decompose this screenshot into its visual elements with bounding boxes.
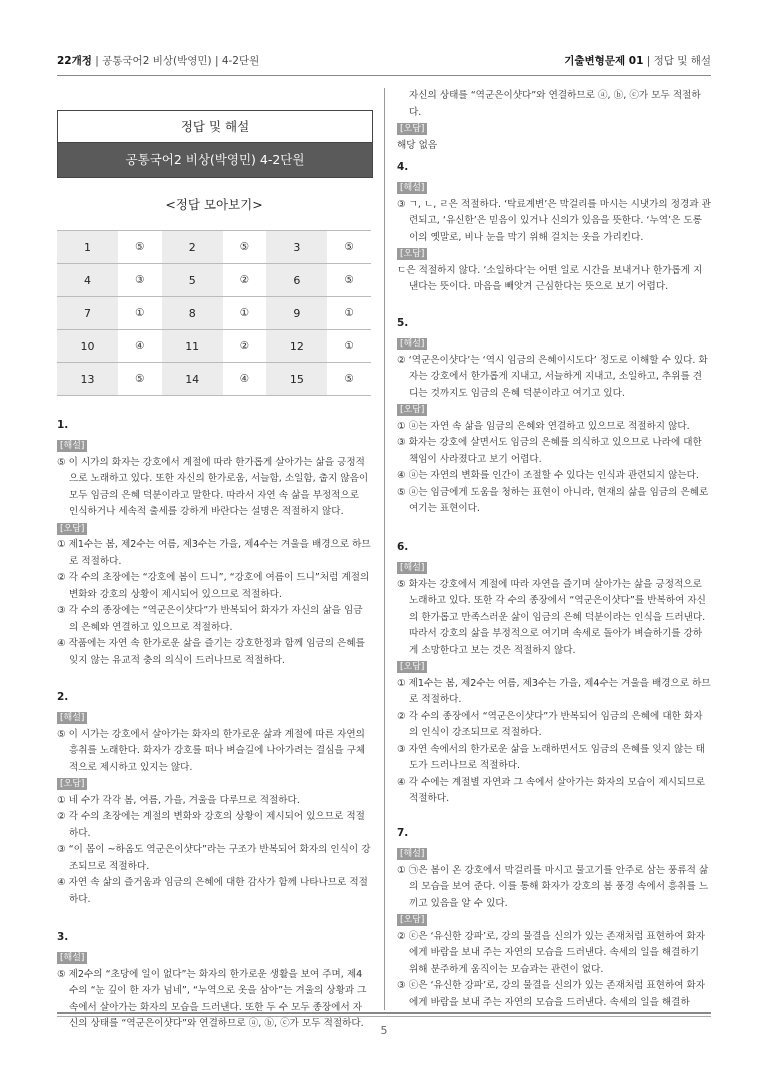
summary-title: <정답 모아보기> [165, 197, 263, 212]
question-3 [57, 930, 371, 1029]
answer-cell: ① [223, 297, 267, 330]
question-number-cell: 13 [57, 363, 118, 396]
answer-cell: ⑤ [118, 363, 162, 396]
question-number-cell: 11 [162, 330, 223, 363]
footer-divider [57, 1012, 711, 1014]
question-number-cell: 9 [266, 297, 327, 330]
header-course: | 공통국어2 비상(박영민) | 4-2단원 [91, 55, 260, 67]
explanation-tag: [해설] [57, 440, 87, 452]
wrong-answer-tag: [오답] [397, 248, 427, 260]
page-header [57, 50, 711, 70]
answer-cell: ① [327, 297, 371, 330]
explanation-tag: [해설] [397, 848, 427, 860]
explanation-text: ⑤ 화자는 강호에서 계절에 따라 자연을 즐기며 살아가는 삶을 긍정적으로 노래하고 있다. 또한 각 수의 종장에서 “역군은이샷다”를 반복하여 자신의 한가롭고 만족스러운 삶이 임금의 은혜 덕분이라는 인식을 드러낸다. 따라서 강호의 삶을 부정적으로 여기며 속세로 돌아가 벼슬하기를 강하게 소망한다고 보는 것은 적절하지 않다. [397, 578, 706, 656]
answer-cell: ① [327, 330, 371, 363]
explanation-tag: [해설] [397, 562, 427, 574]
question-number-cell: 15 [266, 363, 327, 396]
answer-table [57, 230, 371, 396]
wrong-answer-item: ⑤ ⓐ는 임금에게 도움을 청하는 표현이 아니라, 현재의 삶을 임금의 은혜로 여기는 표현이다. [397, 486, 709, 514]
header-set: 기출변형문제 01 [564, 55, 644, 67]
explanation-tag: [해설] [397, 182, 427, 194]
page-number: 5 [380, 1024, 388, 1037]
answer-row [57, 330, 371, 363]
column-divider [384, 88, 385, 1010]
explanation-text: ⑤ 제2수의 “초당에 일이 없다”는 화자의 한가로운 생활을 보여 주며, 제4수의 “눈 깊이 한 자가 넘네”, “누역으로 옷을 삼아”는 겨울의 상황과 그 속에서 살아가는 화자의 모습을 드러낸다. 또한 두 수 모두 종장에서 자신의 상태를 “역군은이샷다”와 연결하므로 ⓐ, ⓑ, ⓒ가 모두 적절하다. [57, 968, 367, 1029]
answer-row [57, 264, 371, 297]
explanation-continued-text: 자신의 상태를 “역군은이샷다”와 연결하므로 ⓐ, ⓑ, ⓒ가 모두 적절하다. [409, 90, 701, 118]
question-number: 5. [397, 317, 409, 329]
wrong-answer-item: ③ 화자는 강호에 살면서도 임금의 은혜를 의식하고 있으므로 나라에 대한 책임이 사라졌다고 보기 어렵다. [397, 437, 702, 465]
wrong-answer-tag: [오답] [57, 778, 87, 790]
wrong-answer-tag: [오답] [57, 523, 87, 535]
answer-cell: ⑤ [327, 231, 371, 264]
answer-cell: ⑤ [327, 363, 371, 396]
wrong-answer-tag: [오답] [397, 123, 427, 135]
answer-cell: ② [223, 264, 267, 297]
answer-cell: ① [118, 297, 162, 330]
explanation-text: ② ‘역군은이샷다’는 ‘역시 임금의 은혜이시도다’ 정도로 이해할 수 있다. 화자는 강호에서 한가롭게 지내고, 서늘하게 지내고, 소일하고, 추위를 견디는 것까지도 임금의 은혜 덕분이라고 여기고 있다. [397, 354, 708, 399]
question-number-cell: 1 [57, 231, 118, 264]
explanation-text: ③ ㄱ, ㄴ, ㄹ은 적절하다. ‘탁료계변’은 막걸리를 마시는 시냇가의 정경과 관련되고, ‘유신한’은 믿음이 있거나 신의가 있음을 뜻한다. ‘누역’은 도롱이의 옛말로, 비나 눈을 막기 위해 걸치는 옷을 가리킨다. [397, 198, 711, 243]
header-edition: 22개정 [57, 55, 92, 67]
wrong-answer-item: ㄷ은 적절하지 않다. ‘소일하다’는 어떤 일로 시간을 보내거나 한가롭게 지낸다는 뜻이다. 마음을 빼앗겨 근심한다는 뜻으로 보기 어렵다. [397, 264, 703, 292]
question-3-continued [397, 88, 711, 154]
explanation-tag: [해설] [57, 952, 87, 964]
wrong-answer-item: ① 네 수가 각각 봄, 여름, 가을, 겨울을 다루므로 적절하다. [57, 794, 300, 806]
explanation-text: ⑤ 이 시가는 강호에서 살아가는 화자의 한가로운 삶과 계절에 따른 자연의 흥취를 노래한다. 화자가 강호를 떠나 벼슬길에 나아가려는 결심을 구체적으로 제시하고 있지는 않다. [57, 728, 366, 773]
answer-row [57, 231, 371, 264]
wrong-answer-item: ④ 각 수에는 계절별 자연과 그 속에서 살아가는 화자의 모습이 제시되므로 적절하다. [397, 776, 705, 804]
question-number: 2. [57, 691, 69, 703]
title-line2: 공통국어2 비상(박영민) 4-2단원 [58, 143, 372, 177]
header-section: | 정답 및 해설 [643, 55, 711, 67]
question-number-cell: 2 [162, 231, 223, 264]
question-number: 6. [397, 541, 409, 553]
question-7 [397, 826, 711, 1011]
question-6 [397, 540, 711, 808]
question-4 [397, 160, 711, 296]
answer-cell: ④ [118, 330, 162, 363]
header-left [57, 53, 259, 68]
answer-cell: ④ [223, 363, 267, 396]
explanation-tag: [해설] [57, 712, 87, 724]
question-number-cell: 5 [162, 264, 223, 297]
question-number-cell: 12 [266, 330, 327, 363]
question-5 [397, 316, 711, 518]
question-number-cell: 8 [162, 297, 223, 330]
wrong-answer-item: ① 제1수는 봄, 제2수는 여름, 제3수는 가을, 제4수는 겨울을 배경으로 하므로 적절하다. [397, 677, 711, 705]
answer-row [57, 363, 371, 396]
title-box [57, 110, 373, 178]
wrong-answer-tag: [오답] [397, 661, 427, 673]
question-number-cell: 14 [162, 363, 223, 396]
header-right [564, 53, 711, 68]
question-number-cell: 4 [57, 264, 118, 297]
title-line1: 정답 및 해설 [58, 111, 372, 143]
answer-cell: ③ [118, 264, 162, 297]
answer-cell: ⑤ [223, 231, 267, 264]
wrong-answer-item: ③ “이 몸이 ~하옴도 역군은이샷다”라는 구조가 반복되어 화자의 인식이 강조되므로 적절하다. [57, 844, 371, 872]
explanation-text: ① ㉠은 봄이 온 강호에서 막걸리를 마시고 물고기를 안주로 삼는 풍류적 삶의 모습을 보여 준다. 이를 통해 화자가 강호의 봄 풍경 속에서 흥취를 느끼고 있음을 알 수 있다. [397, 864, 709, 909]
wrong-answer-item: ① ⓐ는 자연 속 삶을 임금의 은혜와 연결하고 있으므로 적절하지 않다. [397, 420, 690, 432]
wrong-answer-item: 해당 없음 [397, 139, 438, 151]
wrong-answer-item: ③ 자연 속에서의 한가로운 삶을 노래하면서도 임금의 은혜를 잊지 않는 태도가 드러나므로 적절하다. [397, 743, 705, 771]
wrong-answer-item: ③ 각 수의 종장에는 “역군은이샷다”가 반복되어 화자가 자신의 삶을 임금의 은혜와 연결하고 있으므로 적절하다. [57, 605, 363, 633]
wrong-answer-item: ② 각 수의 종장에서 “역군은이샷다”가 반복되어 임금의 은혜에 대한 화자의 인식이 강조되므로 적절하다. [397, 710, 703, 738]
question-number-cell: 3 [266, 231, 327, 264]
question-number-cell: 10 [57, 330, 118, 363]
wrong-answer-item: ④ 작품에는 자연 속 한가로운 삶을 즐기는 강호한정과 함께 임금의 은혜를 잊지 않는 유교적 충의 의식이 드러나므로 적절하다. [57, 638, 365, 666]
wrong-answer-item: ② 각 수의 초장에는 계절의 변화와 강호의 상황이 제시되어 있으므로 적절하다. [57, 811, 365, 839]
question-number: 4. [397, 161, 409, 173]
wrong-answer-item: ② ⓒ은 ‘유신한 강파’로, 강의 물결을 신의가 있는 존재처럼 표현하여 화자에게 바람을 보내 주는 자연의 모습을 드러낸다. 속세의 일을 해결하기 위해 분주하게 움직이는 모습과는 관련이 없다. [397, 930, 706, 975]
wrong-answer-item: ④ 자연 속 삶의 즐거움과 임금의 은혜에 대한 감사가 함께 나타나므로 적절하다. [57, 877, 368, 905]
question-number: 7. [397, 827, 409, 839]
question-number-cell: 7 [57, 297, 118, 330]
answer-cell: ② [223, 330, 267, 363]
wrong-answer-item: ② 각 수의 초장에는 “강호에 봄이 드니”, “강호에 여름이 드니”처럼 계절의 변화와 강호의 상황이 제시되어 있으므로 적절하다. [57, 572, 370, 600]
wrong-answer-tag: [오답] [397, 914, 427, 926]
question-number-cell: 6 [266, 264, 327, 297]
question-number: 3. [57, 931, 69, 943]
answer-cell: ⑤ [118, 231, 162, 264]
question-number: 1. [57, 419, 69, 431]
question-1 [57, 418, 371, 669]
wrong-answer-item: ③ ⓒ은 ‘유신한 강파’로, 강의 물결을 신의가 있는 존재처럼 표현하여 화자에게 바람을 보내 주는 자연의 모습을 드러낸다. 속세의 일을 해결하 [397, 980, 706, 1008]
answer-cell: ⑤ [327, 264, 371, 297]
answer-row [57, 297, 371, 330]
wrong-answer-item: ① 제1수는 봄, 제2수는 여름, 제3수는 가을, 제4수는 겨울을 배경으로 하므로 적절하다. [57, 539, 371, 567]
explanation-text: ⑤ 이 시가의 화자는 강호에서 계절에 따라 한가롭게 살아가는 삶을 긍정적으로 노래하고 있다. 또한 자신의 한가로움, 서늘함, 소일함, 춥지 않음이 모두 임금의 은혜 덕분이라고 말한다. 따라서 자연 속 삶을 부정적으로 인식하거나 세속적 출세를 강하게 바란다는 설명은 적절하지 않다. [57, 456, 369, 517]
question-2 [57, 690, 371, 908]
explanation-tag: [해설] [397, 338, 427, 350]
header-divider [57, 75, 711, 76]
footer-divider-thin [57, 1016, 711, 1017]
wrong-answer-item: ④ ⓐ는 자연의 변화를 인간이 조절할 수 있다는 인식과 관련되지 않는다. [397, 470, 699, 481]
wrong-answer-tag: [오답] [397, 404, 427, 416]
